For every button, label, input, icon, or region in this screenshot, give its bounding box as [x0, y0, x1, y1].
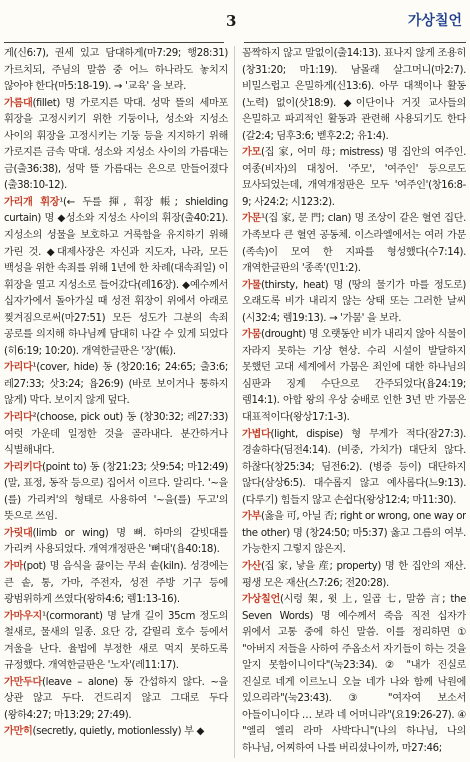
entry-text: (drought) 명 오랫동안 비가 내리지 않아 식물이 자라지 못하는 기상 현상. 수리 시설이 발달하지 못했던 고대 세계에서 가뭄은 죄인에 대한 하나님의 심판과 징계 수단으로 간주되었다(욥24:19; 렘14:1). 아합 왕의 우상 숭배로 인한 3년 반 가뭄은 대표적이다(왕상17:1-3).	[242, 329, 466, 424]
entry-headword: 가뭄	[242, 329, 261, 341]
entry-headword: 가산	[242, 560, 261, 572]
dictionary-entry	[4, 724, 228, 741]
header-rule-left	[4, 42, 224, 43]
entry-text: ¹(← 두를 揮, 휘장 帳; shielding curtain) 명 ◆성소와 지성소 사이의 휘장(출40:21). 지성소의 성물을 보호하고 거룩함을 유지하기 위해 가린 것. ◆대제사장은 자신과 지도자, 나라, 모든 백성을 위한 속죄를 위해 1년에 한 차례(대속죄일) 이 휘장을 열고 지성소로 들어갔다(레16장). ◆예수께서 십자가에서 돌아가실 때 성전 휘장이 위에서 아래로 찢겨짐으로써(마27:51) 모든 성도가 그분의 속죄 공로를 의지해 하나님께 담대히 나갈 수 있게 되었다(히6:19; 10:20). 개역한글판은 '장'(帳).	[4, 196, 228, 357]
dictionary-entry	[242, 145, 466, 211]
entry-headword: 가름대	[4, 97, 33, 109]
entry-headword: 가만히	[4, 726, 33, 738]
dictionary-entry	[242, 211, 466, 277]
header-rule-right	[244, 42, 466, 43]
dictionary-entry	[4, 675, 228, 725]
dictionary-entry	[242, 278, 466, 328]
entry-headword: 가마우지	[4, 610, 42, 622]
entry-headword: 가볍다	[242, 428, 271, 440]
dictionary-entry	[4, 360, 228, 410]
entry-headword: 가만두다	[4, 676, 42, 688]
entry-text: ¹(집 家, 문 門; clan) 명 조상이 같은 혈연 집단. 가족보다 큰 혈연 공동체. 이스라엘에서는 여러 가문(족속)이 모여 한 지파를 형성했다(수7:14). 개역한글판의 '종족'(민1:2).	[242, 213, 466, 275]
entry-headword: 가물	[242, 279, 261, 291]
dictionary-entry	[4, 460, 228, 526]
entry-text: (secretly, quietly, motionlessly) 부 ◆	[32, 726, 204, 738]
page-number: 3	[226, 12, 237, 30]
entry-headword: 가릿대	[4, 527, 33, 539]
left-column	[4, 46, 228, 760]
entry-headword: 가마	[4, 560, 23, 572]
entry-text: (옳을 可, 아닐 否; right or wrong, one way or the other) 명 (창24:50; 마5:37) 옳고 그름의 여부. 가능한지 그렇지 않은지.	[242, 511, 466, 556]
entry-headword: 가리개 휘장	[4, 196, 60, 208]
entry-text: ¹(cover, hide) 동 (창20:16; 24:65; 출3:6; 레27:33; 삿3:24; 욥26:9) (바로 보이거나 통하지 않게) 막다. 보이지 않게 덮다.	[4, 362, 228, 407]
dictionary-entry	[4, 609, 228, 675]
entry-text: (leave – alone) 동 간섭하지 않다. ~을 상관 않고 두다. 건드리지 않고 그대로 두다(왕하4:27; 마13:29; 27:49).	[4, 676, 228, 721]
entry-text: ²(choose, pick out) 동 (창30:32; 레27:33) 여럿 가운데 일정한 것을 골라내다. 분간하거나 식별해내다.	[4, 412, 228, 457]
running-head: 가상칠언	[407, 13, 462, 29]
page-header	[0, 0, 470, 44]
entry-text: 꼼짝하지 않고 말없이(출14:13). 표나지 않게 조용히(창31:20; 마1:19). 남몰래 살그머니(마2:7). 비밀스럽고 은밀하게(신13:6). 아무 대책이나 활동(노력) 없이(삿18:9). ◆이단이나 거짓 교사들의 은밀하고 파괴적인 활동과 관련해 사용되기도 한다(갈2:4; 딤후3:6; 벧후2:2; 유1:4).	[242, 48, 466, 142]
entry-text: (시렁 架, 윗 上, 일곱 七, 말씀 言; the Seven Words) 명 예수께서 죽음 직전 십자가 위에서 고통 중에 하신 말씀. 이를 정리하면 ① "아버지 저들을 사하여 주옵소서 자기들이 하는 것을 알지 못함이니이다"(눅23:34). ② "내가 진실로 진실로 네게 이르노니 오늘 네가 나와 함께 낙원에 있으리라"(눅23:43). ③ "여자여 보소서 아들이니이다 … 보라 네 어머니라"(요19:26-27). ④ "엘리 엘리 라마 사박다니"(나의 하나님, 나의 하나님, 어찌하여 나를 버리셨나이까, 마27:46;	[242, 594, 466, 754]
dictionary-entry	[242, 509, 466, 559]
entry-headword: 가상칠언	[242, 594, 280, 606]
entry-text: (fillet) 명 가로지른 막대. 성막 뜰의 세마포 휘장을 고정시키기 위한 기둥이나, 성소와 지성소 사이의 휘장을 고정시키는 기둥 등을 지지하기 위해 가로지른 금속 막대. 성소와 지성소 사이의 가름대는 금(출36:38), 성막 뜰 가름대는 은으로 만들어졌다(출38:10-12).	[4, 97, 228, 192]
entry-headword: 가부	[242, 511, 261, 523]
dictionary-entry	[242, 559, 466, 592]
dictionary-entry	[4, 559, 228, 609]
dictionary-entry	[4, 410, 228, 460]
right-column	[242, 46, 466, 760]
entry-text: (thirsty, heat) 명 (땅의 물기가 마를 정도로) 오래도록 비가 내리지 않는 상태 또는 그러한 날씨(시32:4; 렘19:13). → '가뭄' 을 보라.	[242, 279, 466, 324]
dictionary-entry	[4, 526, 228, 559]
dictionary-entry	[4, 46, 228, 96]
entry-text: (pot) 명 음식을 끓이는 무쇠 솥(kiln). 성경에는 큰 솥, 통, 가마, 주전자, 성전 주방 기구 등에 광범위하게 쓰였다(왕하4:6; 렘1:13-16).	[4, 560, 228, 606]
column-divider	[234, 46, 235, 758]
entry-text: (light, dispise) 형 무게가 적다(잠27:3). 경솔하다(딤전4:14). (비중, 가치가) 대단치 않다. 하찮다(창25:34; 딤전6:2). (병증 등이) 대단하지 않다(삼상6:5). 대수롭지 않고 예사롭다(느9:13). (다루기) 힘들지 않고 손쉽다(왕상12:4; 마11:30).	[242, 428, 466, 506]
dictionary-entry	[4, 96, 228, 195]
entry-headword: 가모	[242, 147, 261, 159]
entry-text: 게(신6:7), 권세 있고 담대하게(마7:29; 행28:31) 가르치되, 주님의 말씀 중 어느 하나라도 놓치지 않아야 한다(마5:18-19). → '교육' 을 보라.	[4, 48, 228, 93]
entry-headword: 가리다	[4, 412, 33, 424]
entry-text: (point to) 동 (창21:23; 삿9:54; 마12:49) (말, 표정, 동작 등으로) 집어서 이르다. 알리다. '~을(를) 가리켜'의 형태로 사용하여 '~을(를) 두고'의 뜻으로 쓰임.	[4, 461, 228, 523]
entry-text: (집 家, 낳을 産; property) 명 한 집안의 재산. 평생 모은 재산(스7:26; 전20:28).	[242, 560, 466, 589]
entry-text: (집 家, 어미 母; mistress) 명 집안의 여주인. 여종(비자)의 대칭어. '주모', '여주인' 등으로도 묘사되었는데, 개역개정판은 모두 '여주인'(창16:8-9; 사24:2; 시123:2).	[242, 147, 466, 208]
entry-headword: 가문	[242, 213, 261, 225]
dictionary-entry	[4, 195, 228, 360]
entry-headword: 가리키다	[4, 461, 42, 473]
dictionary-entry	[242, 327, 466, 426]
dictionary-entry	[242, 592, 466, 757]
dictionary-entry	[242, 46, 466, 145]
dictionary-entry	[242, 427, 466, 510]
entry-text: ¹(cormorant) 명 날개 길이 35cm 정도의 철새로, 물새의 일종. 요단 강, 갈릴리 호수 등에서 겨울을 난다. 율법에 부정한 새로 먹지 못하도록 규정했다. 개역한글판은 '노자'(레11:17).	[4, 610, 228, 672]
entry-headword: 가리다	[4, 362, 33, 374]
entry-text: (limb or wing) 명 뼈. 하마의 갈빗대를 가리켜 사용되었다. 개역개정판은 '뼈대'(욥40:18).	[4, 527, 228, 556]
